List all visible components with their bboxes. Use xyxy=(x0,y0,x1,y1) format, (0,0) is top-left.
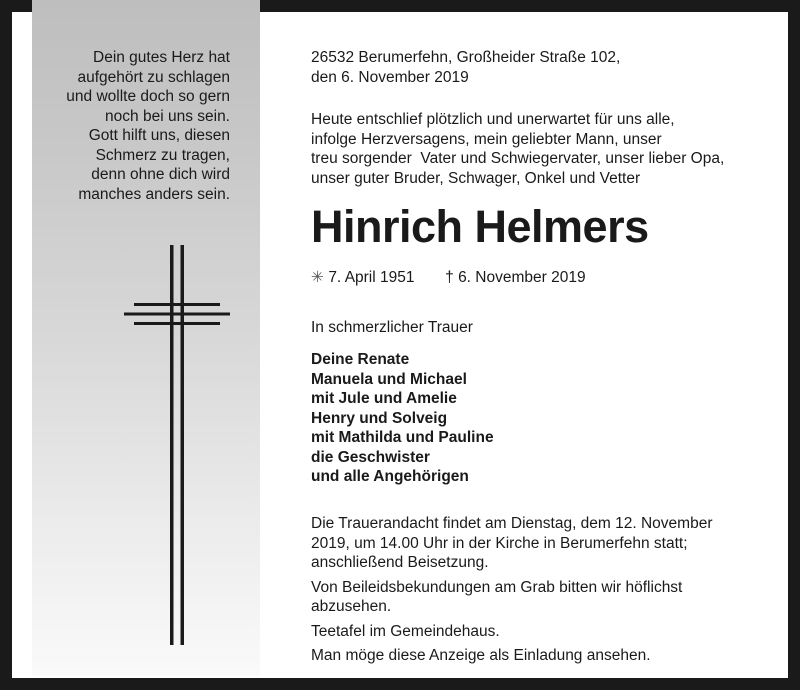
verse-line: und wollte doch so gern xyxy=(66,88,230,105)
family-line: Henry und Solveig xyxy=(311,409,448,427)
notice-paragraph-tea xyxy=(311,622,713,642)
notice-line: Teetafel im Gemeindehaus. xyxy=(311,622,500,640)
family-line: Deine Renate xyxy=(311,351,410,368)
notice-paragraph-invitation xyxy=(311,646,713,666)
family-line: mit Jule und Amelie xyxy=(311,390,457,407)
birth-star-icon: ✳ xyxy=(311,269,324,286)
family-list xyxy=(311,350,494,487)
date-line: den 6. November 2019 xyxy=(311,68,469,86)
verse-line: noch bei uns sein. xyxy=(105,107,230,125)
address-block xyxy=(311,48,620,87)
verse-line: Dein gutes Herz hat xyxy=(93,49,230,66)
death-cross-icon: † xyxy=(445,269,454,286)
family-line: Manuela und Michael xyxy=(311,370,467,388)
address-line: 26532 Berumerfehn, Großheider Straße 102, xyxy=(311,49,621,66)
intro-line: Heute entschlief plötzlich und unerwartet für uns alle, xyxy=(311,111,675,128)
notice-line: 2019, um 14.00 Uhr in der Kirche in Berumerfehn statt; xyxy=(311,534,688,552)
intro-line: unser guter Bruder, Schwager, Onkel und Vetter xyxy=(311,169,641,187)
sidebar-panel xyxy=(32,0,260,676)
notice-line: Die Trauerandacht findet am Dienstag, dem 12. November xyxy=(311,515,713,532)
death-date: 6. November 2019 xyxy=(458,269,586,286)
deceased-name: Hinrich Helmers xyxy=(311,201,649,252)
life-dates xyxy=(311,268,586,288)
family-line: und alle Angehörigen xyxy=(311,468,469,485)
cross-icon xyxy=(124,245,230,645)
verse-line: Schmerz zu tragen, xyxy=(95,146,230,164)
verse-line: manches anders sein. xyxy=(78,185,230,203)
family-line: die Geschwister xyxy=(311,448,430,466)
verse-line: Gott hilft uns, diesen xyxy=(88,127,230,144)
notice-line: Man möge diese Anzeige als Einladung ansehen. xyxy=(311,647,651,664)
birth-date: 7. April 1951 xyxy=(328,269,415,286)
family-line: mit Mathilda und Pauline xyxy=(311,429,494,446)
mourning-phrase: In schmerzlicher Trauer xyxy=(311,319,473,336)
intro-line: treu sorgender Vater und Schwiegervater, unser lieber Opa, xyxy=(311,150,725,167)
notice-line: Von Beileidsbekundungen am Grab bitten wir höflichst xyxy=(311,578,683,596)
funeral-notice xyxy=(311,514,713,671)
verse-text xyxy=(30,48,230,204)
verse-line: aufgehört zu schlagen xyxy=(77,68,230,86)
notice-line: anschließend Beisetzung. xyxy=(311,554,489,571)
notice-line: abzusehen. xyxy=(311,598,392,615)
intro-text xyxy=(311,110,724,188)
intro-line: infolge Herzversagens, mein geliebter Mann, unser xyxy=(311,130,662,148)
notice-paragraph-service xyxy=(311,514,713,573)
verse-line: denn ohne dich wird xyxy=(91,166,230,183)
notice-paragraph-condolences xyxy=(311,578,713,617)
